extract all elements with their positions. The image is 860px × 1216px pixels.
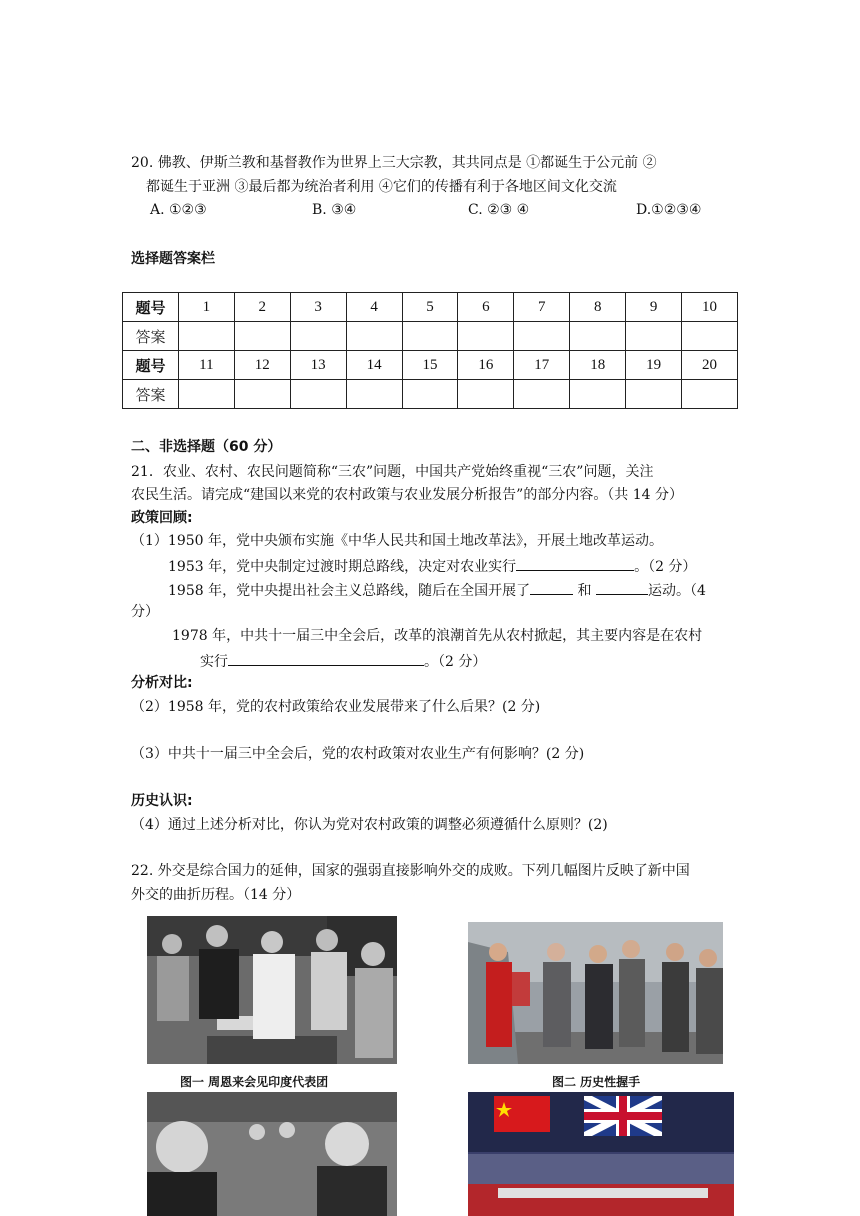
q21-stem-line1: 21．农业、农村、农民问题简称“三农”问题，中国共产党始终重视“三农”问题，关注: [131, 464, 654, 480]
q21-1953-text: 1953 年，党中央制定过渡时期总路线，决定对农业实行: [168, 559, 517, 575]
photo1-caption: 图一 周恩来会见印度代表团: [180, 1075, 329, 1089]
answer-cell[interactable]: [458, 322, 514, 351]
answer-cell[interactable]: [514, 380, 570, 409]
question-number: 12: [234, 351, 290, 380]
question-number: 4: [346, 293, 402, 322]
answer-blank[interactable]: [596, 579, 648, 595]
answer-cell[interactable]: [570, 322, 626, 351]
question-number: 16: [458, 351, 514, 380]
q20-option-b: B. ③④: [312, 202, 357, 218]
answer-cell[interactable]: [626, 380, 682, 409]
question-number: 19: [626, 351, 682, 380]
question-number: 13: [290, 351, 346, 380]
photo-zhou-enlai-indian-delegation-image: [147, 916, 397, 1064]
answer-cell[interactable]: [402, 322, 458, 351]
question-number: 15: [402, 351, 458, 380]
q21-1958-text: 1958 年，党中央提出社会主义总路线，随后在全国开展了: [168, 583, 531, 599]
question-number: 10: [682, 293, 738, 322]
q22-stem-line2: 外交的曲折历程。（14 分）: [131, 887, 301, 903]
history-title: 历史认识:: [131, 793, 193, 809]
q21-1958-points-cont: 分）: [131, 604, 159, 620]
answer-cell[interactable]: [514, 322, 570, 351]
answer-cell[interactable]: [682, 380, 738, 409]
answer-cell[interactable]: [402, 380, 458, 409]
photo-laughing-delegates-image: [147, 1092, 397, 1216]
answer-table-title: 选择题答案栏: [131, 251, 215, 267]
q20-option-a: A. ①②③: [150, 202, 207, 218]
photo-zhou-enlai-indian-delegation: [147, 916, 397, 1064]
uk-flag-icon: [584, 1096, 662, 1136]
q20-option-c: C. ②③ ④: [468, 202, 530, 218]
q21-1978-line1: 1978 年，中共十一届三中全会后，改革的浪潮首先从农村掀起，其主要内容是在农村: [172, 628, 703, 644]
question-number: 11: [178, 351, 234, 380]
question-number: 7: [514, 293, 570, 322]
question-number: 9: [626, 293, 682, 322]
question-number: 6: [458, 293, 514, 322]
row-label-answer: 答案: [123, 322, 179, 351]
answer-cell[interactable]: [458, 380, 514, 409]
q20-option-d: D.①②③④: [636, 202, 702, 218]
q21-part4: （4）通过上述分析对比，你认为党对农村政策的调整必须遵循什么原则？(2): [131, 817, 608, 833]
q21-1978-text: 实行: [200, 654, 228, 670]
question-number: 18: [570, 351, 626, 380]
photo-historic-handshake-image: [468, 922, 723, 1064]
question-number: 1: [178, 293, 234, 322]
table-row: [123, 293, 738, 322]
row-label-number: 题号: [123, 351, 179, 380]
answer-cell[interactable]: [178, 322, 234, 351]
answer-blank[interactable]: [530, 579, 573, 595]
q20-stem-line1: 20. 佛教、伊斯兰教和基督教作为世界上三大宗教，其共同点是 ①都诞生于公元前 ②: [131, 155, 657, 171]
q22-stem-line1: 22. 外交是综合国力的延伸，国家的强弱直接影响外交的成败。下列几幅图片反映了新中国: [131, 863, 690, 879]
answer-cell[interactable]: [234, 380, 290, 409]
answer-cell[interactable]: [346, 322, 402, 351]
answer-cell[interactable]: [178, 380, 234, 409]
q21-1958-and: 和: [577, 583, 592, 599]
photo-historic-handshake: [468, 922, 723, 1064]
analysis-title: 分析对比:: [131, 675, 193, 691]
q21-1953-points: 。（2 分）: [634, 559, 697, 575]
photo-laughing-delegates: [147, 1092, 397, 1216]
part2-heading: 二、非选择题（60 分）: [131, 439, 282, 455]
q21-part2: （2）1958 年，党的农村政策给农业发展带来了什么后果？(2 分): [131, 699, 541, 715]
question-number: 5: [402, 293, 458, 322]
q21-stem-line2: 农民生活。请完成“建国以来党的农村政策与农业发展分析报告”的部分内容。（共 14 分）: [131, 487, 684, 503]
question-number: 14: [346, 351, 402, 380]
question-number: 8: [570, 293, 626, 322]
question-number: 3: [290, 293, 346, 322]
answer-blank[interactable]: [516, 555, 634, 571]
answer-cell[interactable]: [290, 380, 346, 409]
q21-1978-line2: [200, 650, 486, 672]
question-number: 2: [234, 293, 290, 322]
answer-table: [122, 292, 738, 409]
question-number: 20: [682, 351, 738, 380]
answer-cell[interactable]: [234, 322, 290, 351]
photo2-caption: 图二 历史性握手: [552, 1075, 641, 1089]
answer-cell[interactable]: [570, 380, 626, 409]
q20-stem-line2: 都诞生于亚洲 ③最后都为统治者利用 ④它们的传播有利于各地区间文化交流: [146, 179, 617, 195]
row-label-number: 题号: [123, 293, 179, 322]
q21-1958-points: 运动。（4: [647, 583, 706, 599]
photo-handover-ceremony: [468, 1092, 734, 1216]
photo-handover-ceremony-image: [468, 1092, 734, 1216]
answer-cell[interactable]: [290, 322, 346, 351]
answer-blank[interactable]: [228, 650, 424, 666]
q21-part1-line3: [168, 579, 706, 601]
policy-review-title: 政策回顾:: [131, 510, 193, 526]
q21-part3: （3）中共十一届三中全会后，党的农村政策对农业生产有何影响？(2 分): [131, 746, 585, 762]
question-number: 17: [514, 351, 570, 380]
table-row: [123, 380, 738, 409]
table-row: [123, 322, 738, 351]
q21-1978-points: 。（2 分）: [424, 654, 487, 670]
answer-cell[interactable]: [626, 322, 682, 351]
row-label-answer: 答案: [123, 380, 179, 409]
q21-part1-line1: （1）1950 年，党中央颁布实施《中华人民共和国土地改革法》，开展土地改革运动。: [131, 533, 663, 549]
answer-cell[interactable]: [346, 380, 402, 409]
answer-cell[interactable]: [682, 322, 738, 351]
table-row: [123, 351, 738, 380]
q21-part1-line2: [168, 555, 696, 577]
